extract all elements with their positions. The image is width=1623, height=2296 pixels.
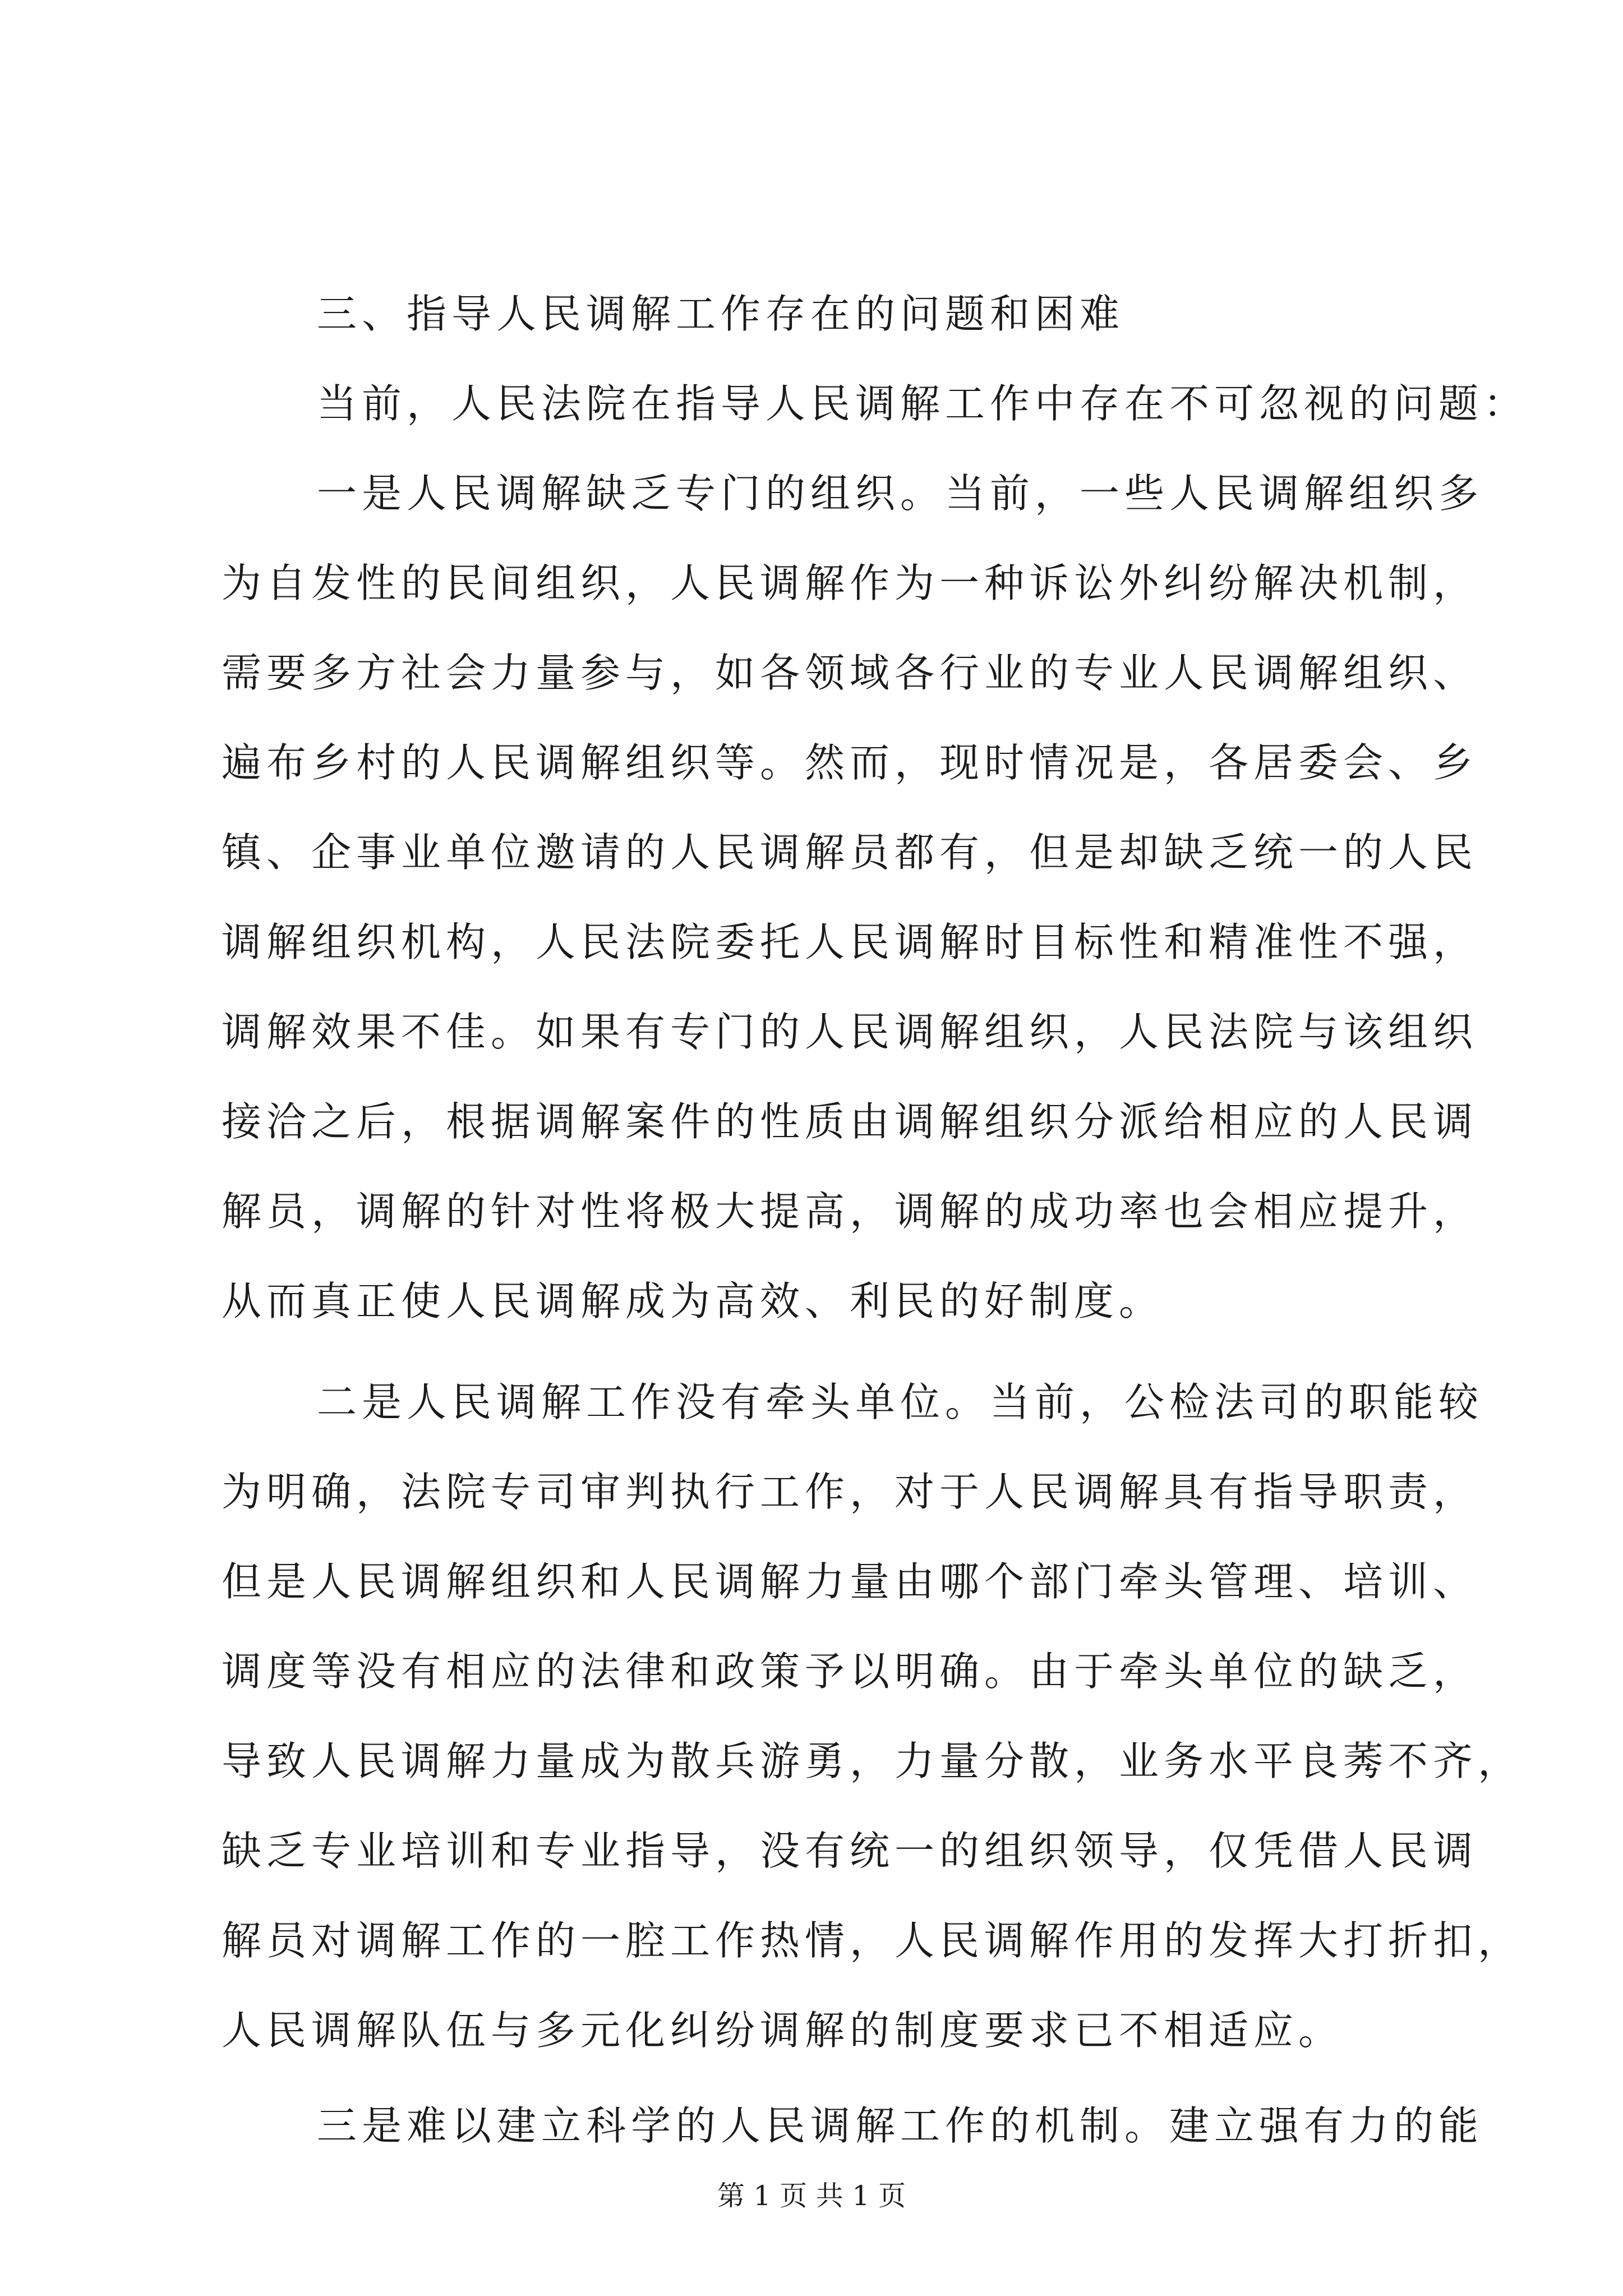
paragraph-line: 人民调解队伍与多元化纠纷调解的制度要求已不相适应。: [222, 2007, 1344, 2054]
paragraph-line: 需要多方社会力量参与，如各领域各行业的专业人民调解组织、: [222, 650, 1478, 696]
paragraph-line: 三是难以建立科学的人民调解工作的机制。建立强有力的能: [317, 2102, 1484, 2149]
paragraph-line: 但是人民调解组织和人民调解力量由哪个部门牵头管理、培训、: [222, 1558, 1478, 1605]
paragraph-line: 镇、企事业单位邀请的人民调解员都有，但是却缺乏统一的人民: [222, 829, 1478, 876]
paragraph-line: 一是人民调解缺乏专门的组织。当前，一些人民调解组织多: [317, 470, 1484, 517]
paragraph-line: 缺乏专业培训和专业指导，没有统一的组织领导，仅凭借人民调: [222, 1828, 1478, 1874]
paragraph-line: 调解组织机构，人民法院委托人民调解时目标性和精准性不强，: [222, 919, 1478, 965]
paragraph-line: 接洽之后，根据调解案件的性质由调解组织分派给相应的人民调: [222, 1098, 1478, 1145]
paragraph-line: 调度等没有相应的法律和政策予以明确。由于牵头单位的缺乏，: [222, 1648, 1478, 1695]
paragraph-line: 当前，人民法院在指导人民调解工作中存在不可忽视的问题：: [317, 380, 1529, 427]
paragraph-line: 为明确，法院专司审判执行工作，对于人民调解具有指导职责，: [222, 1469, 1478, 1515]
paragraph-line: 解员，调解的针对性将极大提高，调解的成功率也会相应提升，: [222, 1188, 1478, 1235]
paragraph-line: 二是人民调解工作没有牵头单位。当前，公检法司的职能较: [317, 1379, 1484, 1425]
paragraph-line: 遍布乡村的人民调解组织等。然而，现时情况是，各居委会、乡: [222, 739, 1478, 786]
paragraph-line: 调解效果不佳。如果有专门的人民调解组织，人民法院与该组织: [222, 1009, 1478, 1055]
paragraph-line: 导致人民调解力量成为散兵游勇，力量分散，业务水平良莠不齐，: [222, 1738, 1523, 1784]
section-heading: 三、指导人民调解工作存在的问题和困难: [317, 291, 1125, 337]
paragraph-line: 为自发性的民间组织，人民调解作为一种诉讼外纠纷解决机制，: [222, 560, 1478, 606]
paragraph-line: 从而真正使人民调解成为高效、利民的好制度。: [222, 1278, 1164, 1324]
page-footer: 第 1 页 共 1 页: [717, 2180, 906, 2212]
paragraph-line: 解员对调解工作的一腔工作热情，人民调解作用的发挥大打折扣，: [222, 1917, 1523, 1964]
